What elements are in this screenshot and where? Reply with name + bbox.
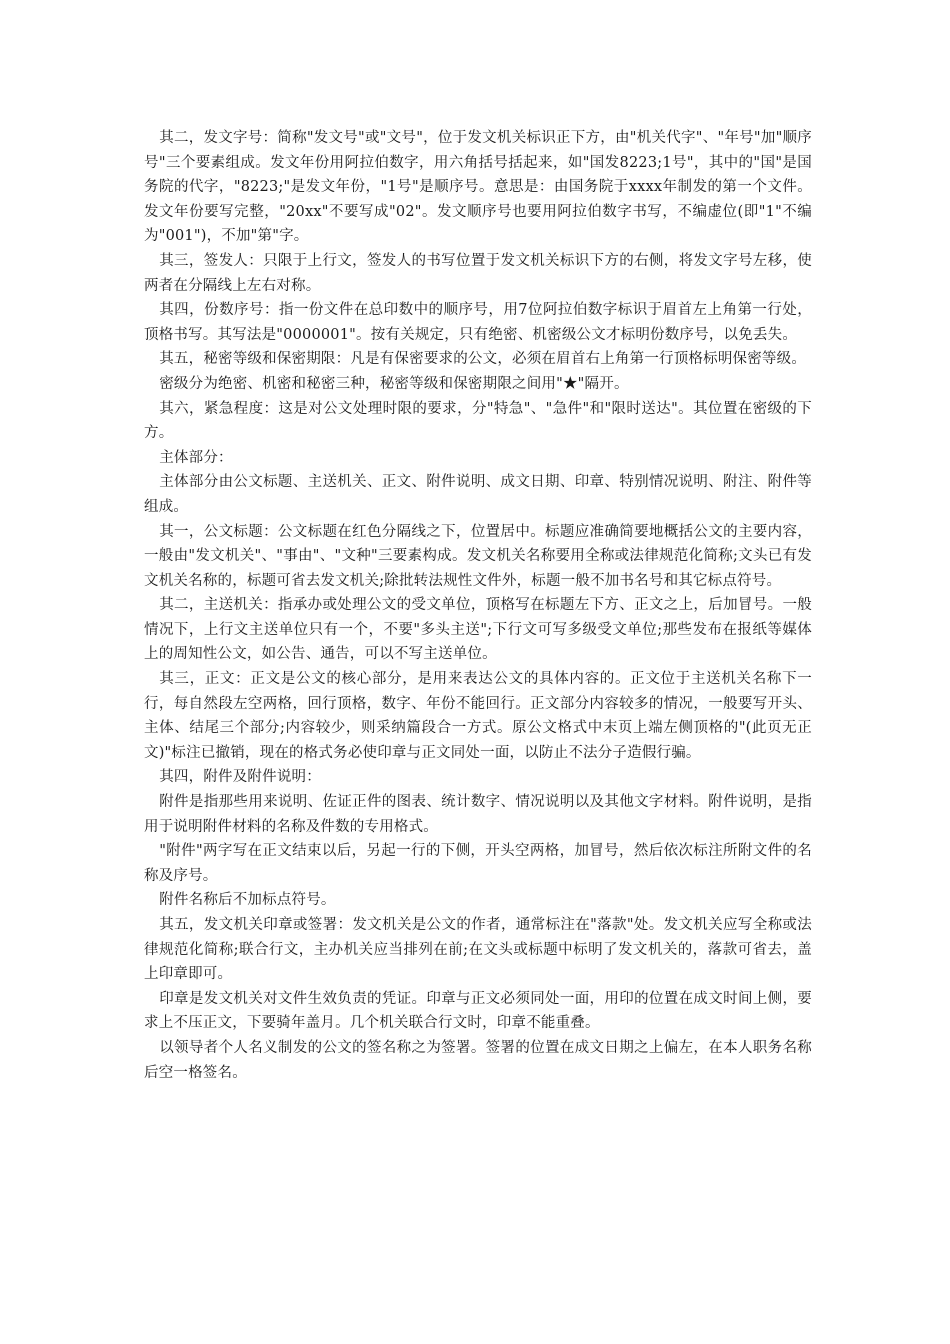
- paragraph-signature: 以领导者个人名义制发的公文的签名称之为签署。签署的位置在成文日期之上偏左，在本人职务名称后空一格签名。: [144, 1039, 812, 1081]
- paragraph-attachment-definition: 附件是指那些用来说明、佐证正件的图表、统计数字、情况说明以及其他文字材料。附件说明，是指用于说明附件材料的名称及件数的专用格式。: [144, 794, 812, 835]
- paragraph-main-body-heading: 主体部分：: [159, 449, 233, 466]
- paragraph-attachment-format: "附件"两字写在正文结束以后，另起一行的下侧，开头空两格，加冒号，然后依次标注所附文件的名称及序号。: [144, 843, 812, 884]
- paragraph-signer: 其三，签发人：只限于上行文，签发人的书写位置于发文机关标识下方的右侧，将发文字号左移，使两者在分隔线上左右对称。: [144, 252, 812, 294]
- paragraph-attachment-name: 附件名称后不加标点符号。: [159, 892, 336, 909]
- paragraph-seal: 印章是发文机关对文件生效负责的凭证。印章与正文必须同处一面，用印的位置在成文时间上侧，要求上不压正文，下要骑年盖月。几个机关联合行文时，印章不能重叠。: [144, 990, 812, 1032]
- paragraph-seal-signature: 其五，发文机关印章或签署：发文机关是公文的作者，通常标注在"落款"处。发文机关应写全称或法律规范化简称;联合行文，主办机关应当排列在前;在文头或标题中标明了发文机关的，落款可省去，盖上印章即可。: [144, 917, 812, 983]
- paragraph-main-body-components: 主体部分由公文标题、主送机关、正文、附件说明、成文日期、印章、特别情况说明、附注、附件等组成。: [144, 474, 812, 515]
- paragraph-main-text: 其三，正文：正文是公文的核心部分，是用来表达公文的具体内容的。正文位于主送机关名称下一行，每自然段左空两格，回行顶格，数字、年份不能回行。正文部分内容较多的情况，一般要写开头、主体、结尾三个部分;内容较少，则采纳篇段合一方式。原公文格式中末页上端左侧顶格的"(此页无正文)"标注已撤销，现在的格式务必使印章与正文同处一面，以防止不法分子造假行骗。: [144, 671, 812, 761]
- paragraph-urgency: 其六，紧急程度：这是对公文处理时限的要求，分"特急"、"急件"和"限时送达"。其位置在密级的下方。: [144, 400, 812, 442]
- paragraph-issuing-number: 其二，发文字号：简称"发文号"或"文号"，位于发文机关标识正下方，由"机关代字"、"年号"加"顺序号"三个要素组成。发文年份用阿拉伯数字，用六角括号括起来，如"国发8223;1号"，其中的"国"是国务院的代字，"8223;"是发文年份，"1号"是顺序号。意思是：由国务院于xxxx年制发的第一个文件。发文年份要写完整，"20xx"不要写成"02"。发文顺序号也要用阿拉伯数字书写，不编虚位(即"1"不编为"001")，不加"第"字。: [144, 130, 812, 245]
- paragraph-secret-grades: 密级分为绝密、机密和秘密三种，秘密等级和保密期限之间用"★"隔开。: [159, 375, 629, 392]
- paragraph-recipient: 其二，主送机关：指承办或处理公文的受文单位，顶格写在标题左下方、正文之上，后加冒号。一般情况下，上行文主送单位只有一个，不要"多头主送";下行文可写多级受文单位;那些发布在报纸等媒体上的周知性公文，如公告、通告，可以不写主送单位。: [144, 597, 812, 663]
- paragraph-attachment-heading: 其四，附件及附件说明：: [159, 769, 321, 786]
- paragraph-title: 其一，公文标题：公文标题在红色分隔线之下，位置居中。标题应准确简要地概括公文的主要内容，一般由"发文机关"、"事由"、"文种"三要素构成。发文机关名称要用全称或法律规范化简称;文头已有发文机关名称的，标题可省去发文机关;除批转法规性文件外，标题一般不加书名号和其它标点符号。: [144, 523, 812, 589]
- document-body: [144, 126, 812, 1085]
- paragraph-copy-number: 其四，份数序号：指一份文件在总印数中的顺序号，用7位阿拉伯数字标识于眉首左上角第一行处，顶格书写。其写法是"0000001"。按有关规定，只有绝密、机密级公文才标明份数序号，以免丢失。: [144, 302, 812, 343]
- paragraph-secret-level: 其五，秘密等级和保密期限：凡是有保密要求的公文，必须在眉首右上角第一行顶格标明保密等级。: [159, 351, 807, 368]
